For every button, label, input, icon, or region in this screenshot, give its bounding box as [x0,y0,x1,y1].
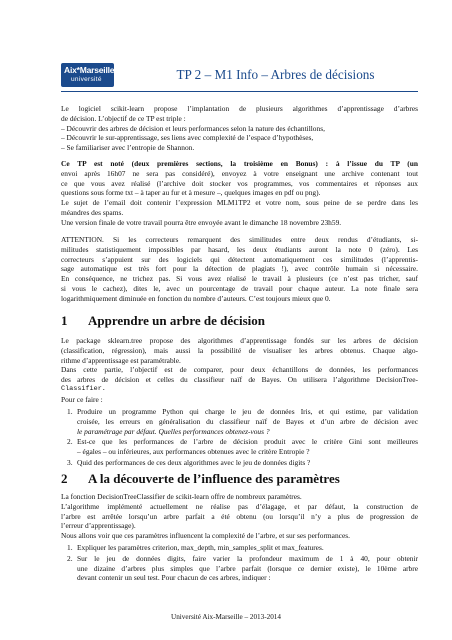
intro-line: Le logiciel scikit-learn propose l’implantation de plusieurs algorithmes d’apprentissage d’arbres [61,104,418,113]
list-number: 3. [67,457,73,467]
section-2-list [61,543,418,583]
notice-line: méandres des spams. [61,207,124,217]
section-1-line: des arbres de décision et celles du classifieur naïf de Bayes. On utilisera l’algorithme DecisionTree- [61,375,418,385]
logo-line-1: Aix*Marseille [64,65,115,75]
list-item [61,407,418,436]
notice-line: ce que vous avez réalisé (l’archive doit stocker vos programmes, vos commentaires et réponses aux [61,178,418,188]
list-line: Quid des performances de ces deux algorithmes avec le jeu de données digits ? [77,457,311,467]
attention-line: En conséquence, ne trichez pas. Si vous avez réalisé le travail à plusieurs (ce n’est pas tricher, sauf [61,274,418,284]
list-number: 2. [67,553,73,563]
section-1-heading [61,313,265,329]
section-1-line: Classifier. [61,384,106,393]
attention-line: ATTENTION. Si les correcteurs remarquent des similitudes entre deux rendus d’étudiants, si- [61,235,418,244]
list-line: Produire un programme Python qui charge le jeu de données Iris, et qui estime, par validation [77,407,418,416]
notice-line: Ce TP est noté (deux premières sections, la troisième en Bonus) : à l’issue du TP (un [61,159,418,168]
section-1-intro [61,336,418,405]
attention-line: si vous le cachez), dites le, avec un pourcentage de travail pour chaque auteur. La note finale sera [61,283,418,293]
section-2-heading [61,471,340,487]
list-line: une dizaine d’arbres plus simples que l’arbre parfait (lorsque ce dernier existe), le 10ème arbre [77,563,418,573]
section-number: 1 [61,313,68,328]
section-1-line: (classification, régression), mais aussi la possibilité de visualiser les arbres obtenus. Chaque algo- [61,345,418,355]
section-2-line: L’algorithme implémenté actuellement ne réalise pas d’élagage, et par défaut, la construction de [61,501,418,511]
list-item [61,554,418,583]
header-rule [61,91,418,92]
section-1-line: Dans cette partie, l’objectif est de comparer, pour deux échantillons de données, les performances [61,365,418,375]
notice-paragraph [61,159,418,228]
section-number: 2 [61,471,68,486]
list-line: croisée, les erreurs en généralisation du classifieur naïf de Bayes et d’un arbre de décision avec [77,416,418,426]
list-item [61,543,418,553]
university-logo [61,63,114,87]
page-footer: Université Aix-Marseille – 2013-2014 [171,613,281,621]
intro-bullet: – Se familiariser avec l’entropie de Shannon. [61,143,195,153]
notice-line: questions sous forme txt – à taper au fur et à mesure –, quelques images en pdf ou png). [61,188,321,198]
intro-paragraph [61,104,418,153]
list-item [61,437,418,457]
list-line: Sur le jeu de données digits, faire varier la profondeur maximum de 1 à 40, pour obtenir [77,553,418,563]
logo-line-2: université [71,76,102,83]
section-2-line: Nous allons voir que ces paramètres influencent la complexité de l’arbre, et sur ses performances. [61,531,350,541]
intro-bullet: – Découvrir le sur-apprentissage, ses liens avec complexité de l’espace d’hypothèses, [61,133,314,143]
section-2-line: l’erreur d’apprentissage). [61,521,136,531]
list-line: – égales – ou inférieures, aux performances obtenues avec le critère Entropie ? [77,447,310,457]
document-title: TP 2 – M1 Info – Arbres de décisions [176,67,375,82]
list-line: devant contenir un seul test. Pour chacun de ces arbres, indiquer : [77,573,271,583]
section-1-line: Pour ce faire : [61,394,103,404]
section-1-line: Le package sklearn.tree propose des algorithmes d’apprentissage fondés sur les arbres de décision [61,336,418,345]
section-1-line: rithme d’apprentissage est paramétrable. [61,355,181,365]
attention-line: correcteurs s’appuient sur des logiciels qui détectent automatiquement ces similitudes (l’apprentis- [61,254,418,264]
list-item [61,458,418,468]
attention-line: militudes statistiquement impossibles par hasard, les deux étudiants auront la note 0 (zéro). Les [61,244,418,254]
notice-line: envoi après 16h07 ne sera pas considéré), envoyez à votre enseignant une archive contenant tout [61,168,418,178]
section-title: Apprendre un arbre de décision [88,313,265,328]
list-line: Est-ce que les performances de l’arbre de décision produit avec le critère Gini sont meilleures [77,437,418,447]
notice-line: Une version finale de votre travail pourra être envoyée avant le dimanche 18 novembre 23h59. [61,217,342,227]
attention-paragraph [61,235,418,304]
notice-line: Le sujet de l’email doit contenir l’expression MLM1TP2 et votre nom, sous peine de se perdre dans les [61,198,418,208]
list-number: 1. [67,407,73,416]
intro-bullet: – Découvrir des arbres de décision et leurs performances selon la nature des échantillons, [61,123,325,133]
section-2-line: La fonction DecisionTreeClassifier de scikit-learn offre de nombreux paramètres. [61,492,302,501]
section-1-list [61,407,418,468]
attention-line: logarithmiquement diminuée en fonction du nombre d’auteurs. C’est toujours mieux que 0. [61,293,331,303]
list-line: le paramétrage par défaut. Quelles performances obtenez-vous ? [77,426,270,436]
intro-line: de décision. L’objectif de ce TP est triple : [61,113,186,123]
section-2-line: l’arbre est arrêtée lorsqu’un arbre parfait a été obtenu (ou lorsqu’il n’y a plus de progression de [61,511,418,521]
list-number: 2. [67,437,73,447]
list-number: 1. [67,543,73,552]
list-line: Expliquer les paramètres criterion, max_depth, min_samples_split et max_features. [77,543,324,552]
section-title: A la découverte de l’influence des paramètres [88,471,340,486]
section-2-intro [61,492,418,541]
attention-line: sage automatique est très fort pour la détection de plagiats !), avec contrôle humain si nécessaire. [61,264,418,274]
